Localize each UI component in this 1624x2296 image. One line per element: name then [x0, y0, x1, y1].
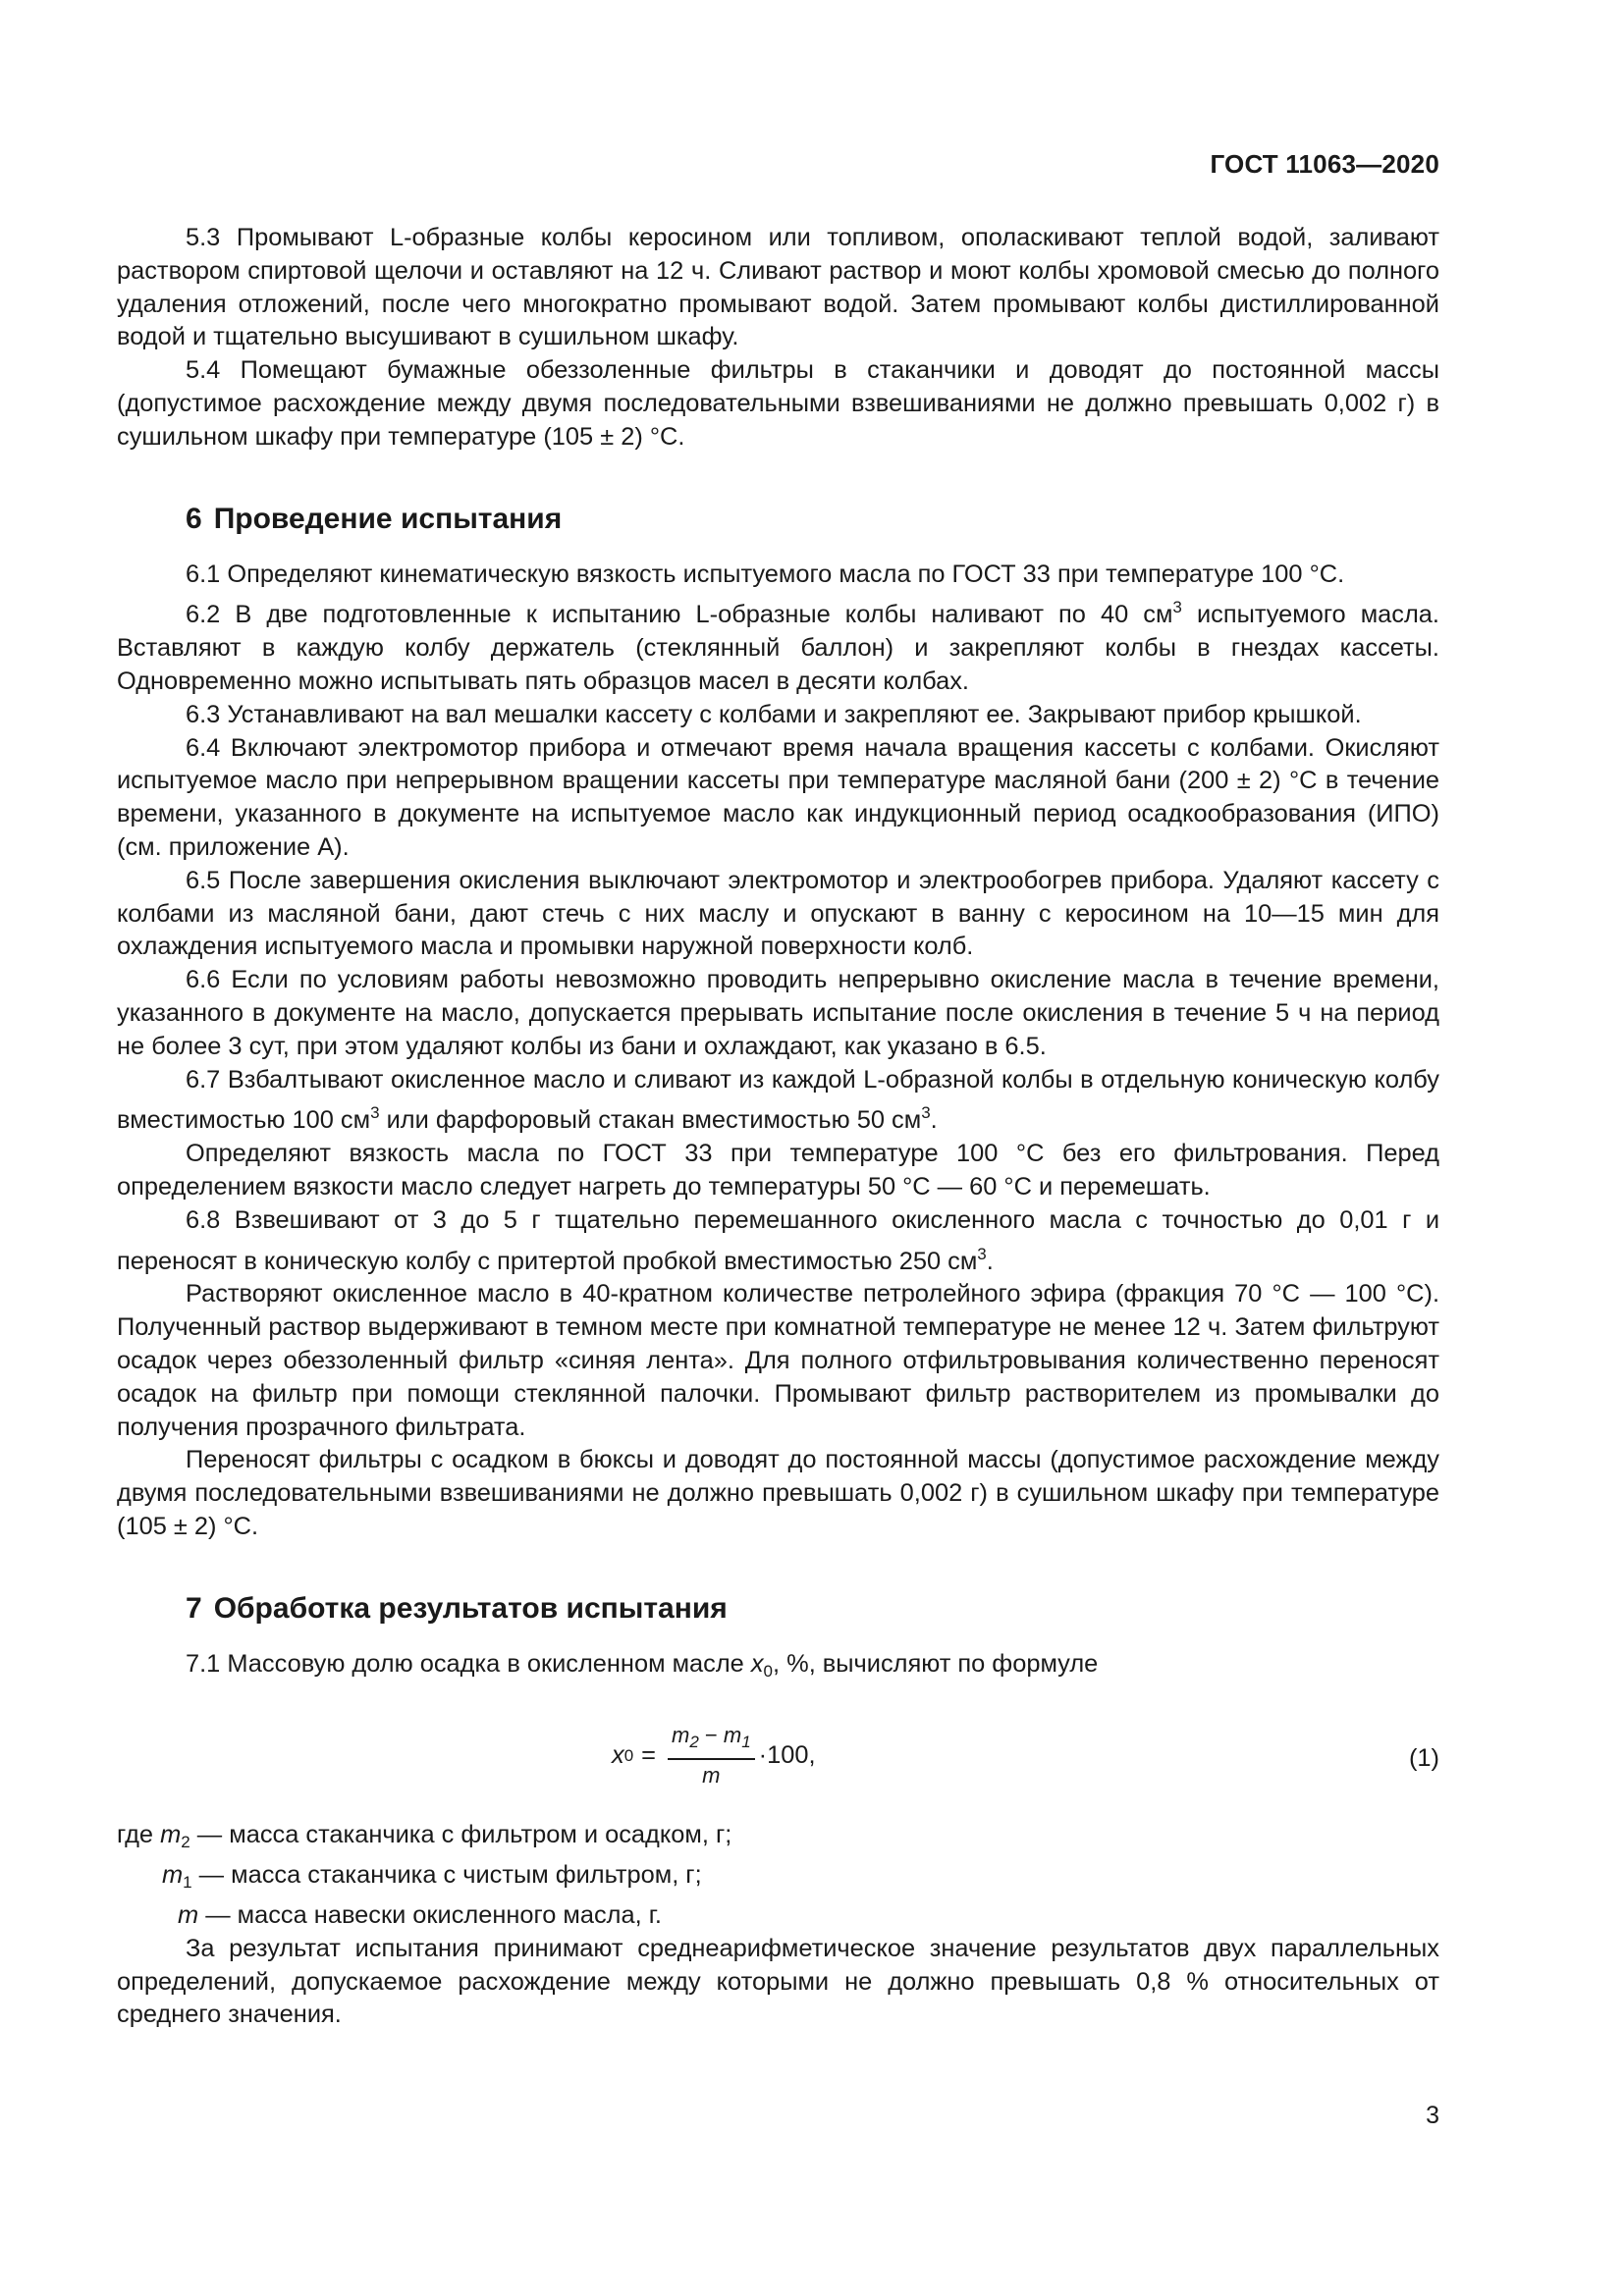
fraction-bar — [668, 1758, 755, 1759]
paragraph-6-1: 6.1 Определяют кинематическую вязкость испытуемого масла по ГОСТ 33 при температуре 100 °С. — [186, 560, 1345, 588]
legend-m2: где $m_2$ — масса стаканчика с фильтром и осадком, г; — [117, 1821, 732, 1852]
paragraph-result: За результат испытания принимают среднеарифметическое значение результатов двух параллельных определений, допускаемое расхождение между которыми не должно превышать 0,8 % относительных от среднего значения. — [117, 1934, 1439, 2029]
paragraph-6-8-transfer: Переносят фильтры с осадком в бюксы и доводят до постоянной массы (допустимое расхождение между двумя последовательными взвешиваниями не должно превышать 0,002 г) в сушильном шкафу при температуре (105 ± 2) °С. — [117, 1446, 1439, 1540]
paragraph-6-8-dissolve: Растворяют окисленное масло в 40-кратном количестве петролейного эфира (фракция 70 °С — 100 °С). Полученный раствор выдерживают в темном месте при комнатной температуре не менее 12 ч. Затем фильтруют осадок через обеззоленный фильтр «синяя лента». Для полного отфильтровывания количественно переносят осадок на фильтр при помощи стеклянной палочки. Промывают фильтр растворителем из промывалки до получения прозрачного фильтрата. — [117, 1280, 1439, 1441]
paragraph-6-3: 6.3 Устанавливают на вал мешалки кассету с колбами и закрепляют ее. Закрывают прибор крышкой. — [186, 700, 1362, 728]
page-content — [117, 222, 1439, 2032]
formula: x 0 = $\frac{m_2 - m_1}{m}$ ·100, — [612, 1723, 816, 1788]
section-6-title: Проведение испытания — [213, 502, 563, 535]
paragraph-6-8: 6.8 Взвешивают от 3 до 5 г тщательно перемешанного окисленного масла с точностью до 0,01 г и переносят в коническую колбу с притертой пробкой вместимостью 250 $см^3$. — [117, 1205, 1439, 1275]
paragraph-6-4: 6.4 Включают электромотор прибора и отмечают время начала вращения кассеты с колбами. Окисляют испытуемое масло при непрерывном вращении кассеты при температуре масляной бани (200 ± 2) °С в течение времени, указанного в документе на испытуемое масло как индукционный период осадкообразования (ИПО) (см. приложение А). — [117, 733, 1439, 861]
legend-m1: $m_1$ — масса стаканчика с чистым фильтром, г; — [162, 1861, 702, 1893]
paragraph-7-1: 7.1 Массовую долю осадка в окисленном масле $x_0$, %, вычисляют по формуле — [186, 1649, 1099, 1681]
document-header: ГОСТ 11063—2020 — [1210, 149, 1439, 179]
paragraph-6-6: 6.6 Если по условиям работы невозможно проводить непрерывно окисление масла в течение времени, указанного в документе на масло, допускается прерывать испытание после окисления в течение 5 ч на период не более 3 сут, при этом удаляют колбы из бани и охлаждают, как указано в 6.5. — [117, 966, 1439, 1060]
section-6-heading — [186, 502, 1439, 537]
paragraph-5-3: 5.3 Промывают L-образные колбы керосином или топливом, ополаскивают теплой водой, заливают раствором спиртовой щелочи и оставляют на 12 ч. Сливают раствор и моют колбы хромовой смесью до полного удаления отложений, после чего многократно промывают водой. Затем промывают колбы дистиллированной водой и тщательно высушивают в сушильном шкафу. — [117, 224, 1439, 351]
paragraph-5-4: 5.4 Помещают бумажные обеззоленные фильтры в стаканчики и доводят до постоянной массы (допустимое расхождение между двумя последовательными взвешиваниями не должно превышать 0,002 г) в сушильном шкафу при температуре (105 ± 2) °С. — [117, 356, 1439, 451]
formula-legend — [117, 1819, 1439, 1932]
section-6-number: 6 — [186, 502, 202, 535]
legend-m: m — масса навески окисленного масла, г. — [178, 1901, 662, 1930]
section-7-title: Обработка результатов испытания — [213, 1591, 728, 1625]
formula-fraction: $\frac{m_2 - m_1}{m}$ — [668, 1723, 755, 1788]
paragraph-6-5: 6.5 После завершения окисления выключают электромотор и электрообогрев прибора. Удаляют кассету с колбами из масляной бани, дают стечь с них маслу и опускают в ванну с керосином на 10—15 мин для охлаждения испытуемого масла и промывки наружной поверхности колб. — [117, 866, 1439, 961]
section-7-heading — [186, 1591, 1439, 1627]
paragraph-6-7-viscosity: Определяют вязкость масла по ГОСТ 33 при температуре 100 °С без его фильтрования. Перед определением вязкости масло следует нагреть до температуры 50 °С — 60 °С и перемешать. — [117, 1140, 1439, 1201]
page-number: 3 — [1426, 2102, 1439, 2129]
paragraph-6-2: 6.2 В две подготовленные к испытанию L-образные колбы наливают по 40 $см^3$ испытуемого масла. Вставляют в каждую колбу держатель (стеклянный баллон) и закрепляют колбы в гнездах кассеты. Одновременно можно испытывать пять образцов масел в десяти колбах. — [117, 598, 1439, 695]
formula-row — [117, 1715, 1439, 1801]
section-7-number: 7 — [186, 1591, 202, 1625]
paragraph-6-7: 6.7 Взбалтывают окисленное масло и сливают из каждой L-образной колбы в отдельную коническую колбу вместимостью 100 $см^3$ или фарфоровый стакан вместимостью 50 $см^3$. — [117, 1065, 1439, 1135]
equation-number: (1) — [1408, 1744, 1439, 1773]
